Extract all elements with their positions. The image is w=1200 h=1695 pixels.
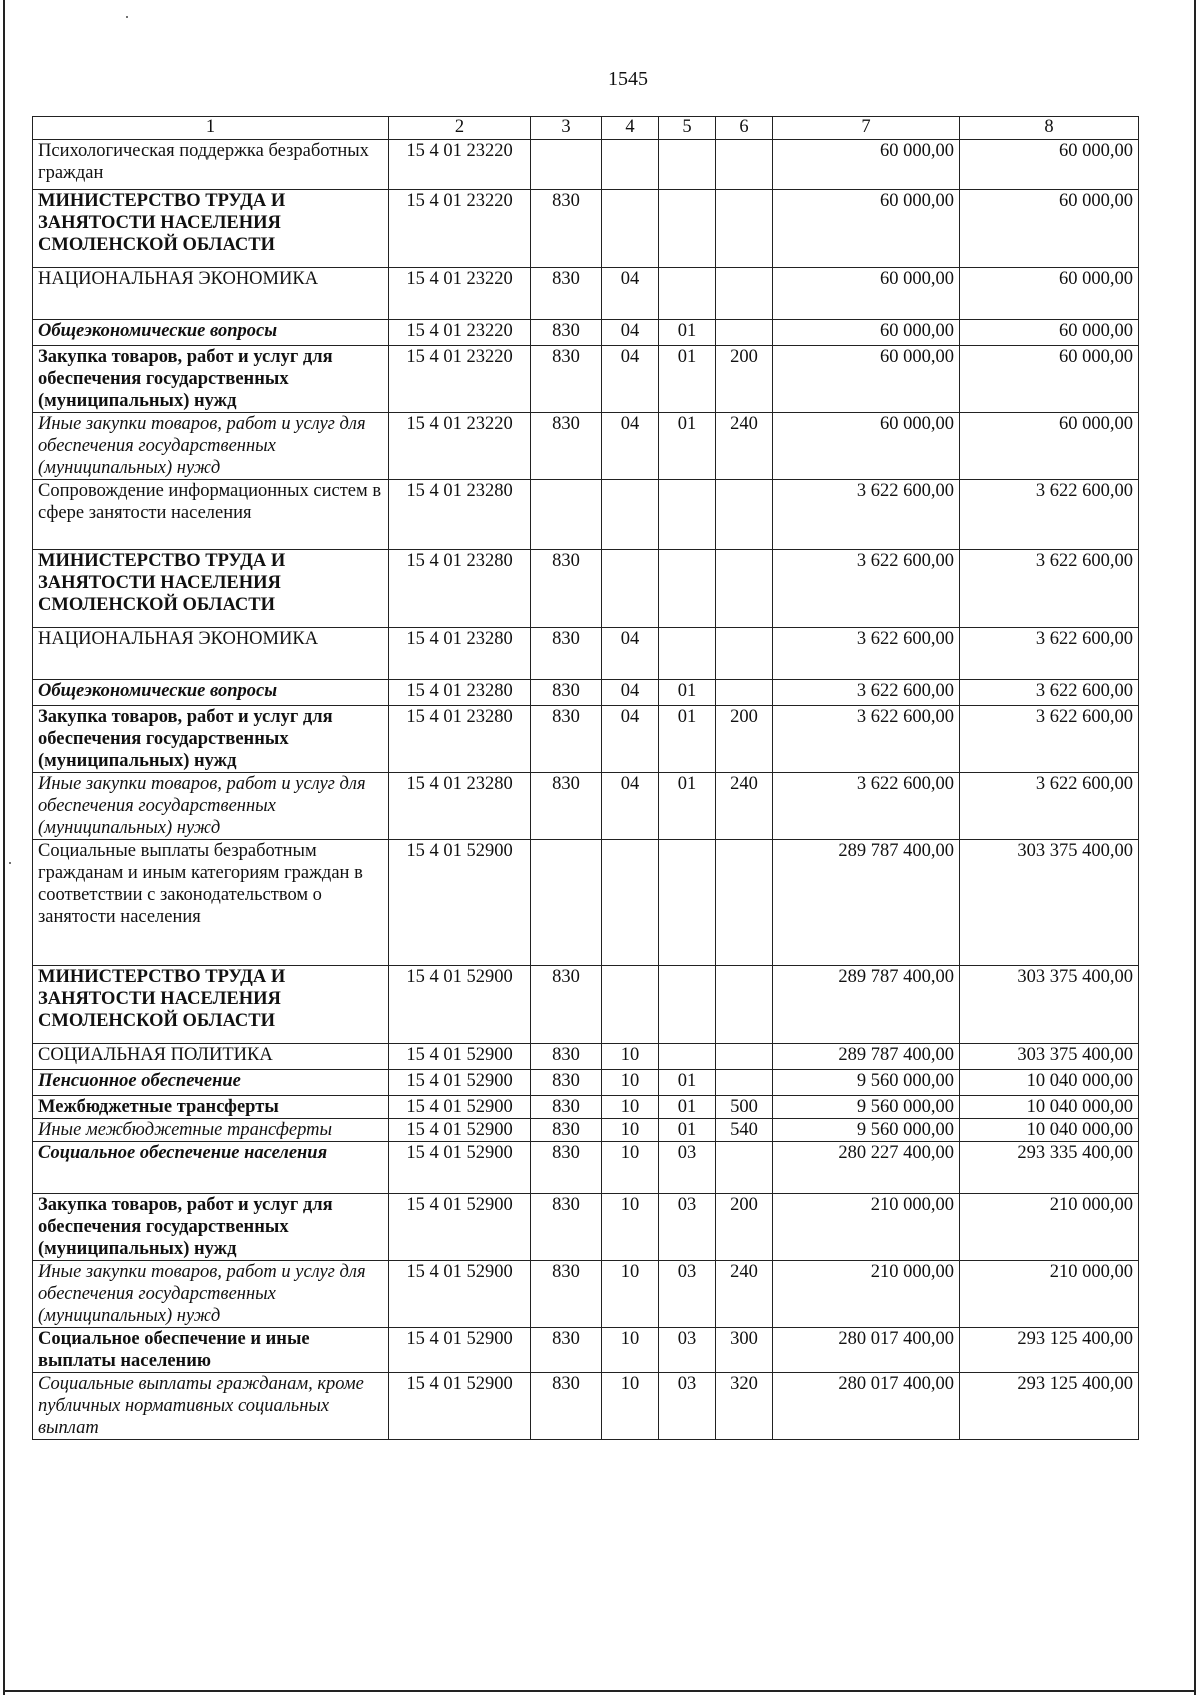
admin-code-cell: 830: [531, 1096, 602, 1119]
page-frame-right: [1194, 0, 1196, 1695]
subsection-code-cell: 01: [659, 346, 716, 413]
row-name-cell: Закупка товаров, работ и услуг для обеспечения государственных (муниципальных) нужд: [33, 706, 389, 773]
section-code-cell: 04: [602, 346, 659, 413]
amount-year-1-cell: 289 787 400,00: [773, 840, 960, 966]
column-header: 4: [602, 117, 659, 140]
column-header: 1: [33, 117, 389, 140]
expense-type-cell: [716, 840, 773, 966]
expense-type-cell: 500: [716, 1096, 773, 1119]
table-row: [33, 628, 1139, 680]
admin-code-cell: 830: [531, 1119, 602, 1142]
subsection-code-cell: 03: [659, 1373, 716, 1440]
row-name-cell: Иные закупки товаров, работ и услуг для обеспечения государственных (муниципальных) нужд: [33, 773, 389, 840]
section-code-cell: 10: [602, 1070, 659, 1096]
table-row: [33, 1373, 1139, 1440]
row-name-cell: Сопровождение информационных систем в сфере занятости населения: [33, 480, 389, 550]
amount-year-1-cell: 60 000,00: [773, 190, 960, 268]
target-code-cell: 15 4 01 23280: [389, 628, 531, 680]
admin-code-cell: 830: [531, 680, 602, 706]
expense-type-cell: 320: [716, 1373, 773, 1440]
row-name-cell: Иные закупки товаров, работ и услуг для обеспечения государственных (муниципальных) нужд: [33, 1261, 389, 1328]
admin-code-cell: 830: [531, 966, 602, 1044]
section-code-cell: 10: [602, 1096, 659, 1119]
amount-year-2-cell: 3 622 600,00: [960, 773, 1139, 840]
section-code-cell: 04: [602, 268, 659, 320]
amount-year-1-cell: 60 000,00: [773, 268, 960, 320]
amount-year-2-cell: 60 000,00: [960, 190, 1139, 268]
amount-year-2-cell: 3 622 600,00: [960, 706, 1139, 773]
target-code-cell: 15 4 01 52900: [389, 1373, 531, 1440]
amount-year-2-cell: 210 000,00: [960, 1261, 1139, 1328]
table-row: [33, 346, 1139, 413]
amount-year-2-cell: 3 622 600,00: [960, 628, 1139, 680]
admin-code-cell: 830: [531, 628, 602, 680]
target-code-cell: 15 4 01 23220: [389, 190, 531, 268]
section-code-cell: [602, 840, 659, 966]
expense-type-cell: [716, 550, 773, 628]
expense-type-cell: [716, 190, 773, 268]
table-row: [33, 1261, 1139, 1328]
target-code-cell: 15 4 01 52900: [389, 1070, 531, 1096]
table-row: [33, 1142, 1139, 1194]
section-code-cell: [602, 966, 659, 1044]
row-name-cell: Общеэкономические вопросы: [33, 320, 389, 346]
amount-year-1-cell: 3 622 600,00: [773, 628, 960, 680]
subsection-code-cell: [659, 1044, 716, 1070]
admin-code-cell: [531, 840, 602, 966]
amount-year-1-cell: 289 787 400,00: [773, 1044, 960, 1070]
subsection-code-cell: [659, 140, 716, 190]
section-code-cell: [602, 190, 659, 268]
amount-year-1-cell: 9 560 000,00: [773, 1096, 960, 1119]
amount-year-1-cell: 280 017 400,00: [773, 1328, 960, 1373]
amount-year-2-cell: 60 000,00: [960, 140, 1139, 190]
subsection-code-cell: [659, 840, 716, 966]
target-code-cell: 15 4 01 23280: [389, 680, 531, 706]
admin-code-cell: 830: [531, 1194, 602, 1261]
target-code-cell: 15 4 01 23220: [389, 346, 531, 413]
amount-year-1-cell: 9 560 000,00: [773, 1119, 960, 1142]
row-name-cell: Закупка товаров, работ и услуг для обеспечения государственных (муниципальных) нужд: [33, 1194, 389, 1261]
column-header: 7: [773, 117, 960, 140]
target-code-cell: 15 4 01 52900: [389, 1096, 531, 1119]
row-name-cell: НАЦИОНАЛЬНАЯ ЭКОНОМИКА: [33, 268, 389, 320]
expense-type-cell: [716, 268, 773, 320]
target-code-cell: 15 4 01 23220: [389, 320, 531, 346]
section-code-cell: 10: [602, 1328, 659, 1373]
table-row: [33, 1096, 1139, 1119]
expense-type-cell: [716, 966, 773, 1044]
amount-year-2-cell: 10 040 000,00: [960, 1070, 1139, 1096]
row-name-cell: Социальные выплаты гражданам, кроме публичных нормативных социальных выплат: [33, 1373, 389, 1440]
table-row: [33, 773, 1139, 840]
subsection-code-cell: 01: [659, 413, 716, 480]
amount-year-2-cell: 60 000,00: [960, 346, 1139, 413]
amount-year-1-cell: 3 622 600,00: [773, 706, 960, 773]
row-name-cell: НАЦИОНАЛЬНАЯ ЭКОНОМИКА: [33, 628, 389, 680]
admin-code-cell: 830: [531, 550, 602, 628]
row-name-cell: Социальное обеспечение населения: [33, 1142, 389, 1194]
expense-type-cell: [716, 628, 773, 680]
row-name-cell: Иные межбюджетные трансферты: [33, 1119, 389, 1142]
subsection-code-cell: [659, 268, 716, 320]
section-code-cell: [602, 140, 659, 190]
target-code-cell: 15 4 01 52900: [389, 1194, 531, 1261]
expense-type-cell: [716, 680, 773, 706]
subsection-code-cell: 01: [659, 773, 716, 840]
admin-code-cell: 830: [531, 1328, 602, 1373]
table-row: [33, 413, 1139, 480]
amount-year-1-cell: 60 000,00: [773, 140, 960, 190]
column-header: 2: [389, 117, 531, 140]
table-row: [33, 1194, 1139, 1261]
section-code-cell: 04: [602, 628, 659, 680]
amount-year-1-cell: 210 000,00: [773, 1194, 960, 1261]
admin-code-cell: 830: [531, 320, 602, 346]
subsection-code-cell: [659, 190, 716, 268]
expense-type-cell: 240: [716, 773, 773, 840]
target-code-cell: 15 4 01 23220: [389, 140, 531, 190]
amount-year-2-cell: 293 335 400,00: [960, 1142, 1139, 1194]
row-name-cell: Пенсионное обеспечение: [33, 1070, 389, 1096]
amount-year-2-cell: 3 622 600,00: [960, 480, 1139, 550]
table-header-row: [33, 117, 1139, 140]
admin-code-cell: 830: [531, 1373, 602, 1440]
admin-code-cell: 830: [531, 773, 602, 840]
amount-year-1-cell: 60 000,00: [773, 320, 960, 346]
section-code-cell: 10: [602, 1119, 659, 1142]
row-name-cell: Социальные выплаты безработным гражданам и иным категориям граждан в соответствии с законодательством о занятости населения: [33, 840, 389, 966]
scan-speck: [9, 862, 11, 864]
amount-year-2-cell: 303 375 400,00: [960, 1044, 1139, 1070]
table-row: [33, 550, 1139, 628]
table-row: [33, 480, 1139, 550]
amount-year-2-cell: 303 375 400,00: [960, 966, 1139, 1044]
amount-year-1-cell: 3 622 600,00: [773, 773, 960, 840]
row-name-cell: Закупка товаров, работ и услуг для обеспечения государственных (муниципальных) нужд: [33, 346, 389, 413]
subsection-code-cell: 03: [659, 1142, 716, 1194]
page-frame-left: [3, 0, 5, 1695]
target-code-cell: 15 4 01 23280: [389, 550, 531, 628]
amount-year-1-cell: 60 000,00: [773, 413, 960, 480]
amount-year-2-cell: 60 000,00: [960, 413, 1139, 480]
amount-year-1-cell: 289 787 400,00: [773, 966, 960, 1044]
section-code-cell: 04: [602, 413, 659, 480]
target-code-cell: 15 4 01 52900: [389, 1044, 531, 1070]
expense-type-cell: [716, 1142, 773, 1194]
column-header: 8: [960, 117, 1139, 140]
expense-type-cell: 200: [716, 1194, 773, 1261]
table-row: [33, 966, 1139, 1044]
section-code-cell: 10: [602, 1194, 659, 1261]
section-code-cell: [602, 480, 659, 550]
row-name-cell: Общеэкономические вопросы: [33, 680, 389, 706]
expense-type-cell: 240: [716, 413, 773, 480]
amount-year-1-cell: 3 622 600,00: [773, 550, 960, 628]
amount-year-1-cell: 3 622 600,00: [773, 680, 960, 706]
row-name-cell: Иные закупки товаров, работ и услуг для обеспечения государственных (муниципальных) нужд: [33, 413, 389, 480]
admin-code-cell: 830: [531, 413, 602, 480]
subsection-code-cell: 01: [659, 1096, 716, 1119]
table-row: [33, 190, 1139, 268]
subsection-code-cell: [659, 480, 716, 550]
row-name-cell: Психологическая поддержка безработных граждан: [33, 140, 389, 190]
target-code-cell: 15 4 01 23280: [389, 773, 531, 840]
scan-speck: [126, 16, 128, 18]
amount-year-1-cell: 280 227 400,00: [773, 1142, 960, 1194]
section-code-cell: 04: [602, 320, 659, 346]
amount-year-2-cell: 60 000,00: [960, 268, 1139, 320]
section-code-cell: 10: [602, 1261, 659, 1328]
subsection-code-cell: 01: [659, 1070, 716, 1096]
admin-code-cell: [531, 480, 602, 550]
row-name-cell: МИНИСТЕРСТВО ТРУДА И ЗАНЯТОСТИ НАСЕЛЕНИЯ СМОЛЕНСКОЙ ОБЛАСТИ: [33, 550, 389, 628]
admin-code-cell: 830: [531, 1142, 602, 1194]
row-name-cell: Социальное обеспечение и иные выплаты населению: [33, 1328, 389, 1373]
amount-year-1-cell: 60 000,00: [773, 346, 960, 413]
amount-year-2-cell: 210 000,00: [960, 1194, 1139, 1261]
table-row: [33, 320, 1139, 346]
amount-year-2-cell: 3 622 600,00: [960, 550, 1139, 628]
admin-code-cell: 830: [531, 268, 602, 320]
target-code-cell: 15 4 01 52900: [389, 1142, 531, 1194]
subsection-code-cell: 01: [659, 706, 716, 773]
subsection-code-cell: 01: [659, 320, 716, 346]
table-row: [33, 1044, 1139, 1070]
subsection-code-cell: 03: [659, 1328, 716, 1373]
amount-year-2-cell: 293 125 400,00: [960, 1328, 1139, 1373]
table-row: [33, 268, 1139, 320]
target-code-cell: 15 4 01 52900: [389, 1328, 531, 1373]
table-row: [33, 840, 1139, 966]
admin-code-cell: [531, 140, 602, 190]
section-code-cell: 10: [602, 1044, 659, 1070]
expense-type-cell: 240: [716, 1261, 773, 1328]
amount-year-2-cell: 293 125 400,00: [960, 1373, 1139, 1440]
admin-code-cell: 830: [531, 1044, 602, 1070]
table-row: [33, 706, 1139, 773]
amount-year-1-cell: 280 017 400,00: [773, 1373, 960, 1440]
amount-year-1-cell: 9 560 000,00: [773, 1070, 960, 1096]
subsection-code-cell: 03: [659, 1194, 716, 1261]
table-row: [33, 1070, 1139, 1096]
page-frame-bottom: [3, 1690, 1196, 1692]
target-code-cell: 15 4 01 52900: [389, 966, 531, 1044]
subsection-code-cell: [659, 966, 716, 1044]
section-code-cell: 04: [602, 773, 659, 840]
admin-code-cell: 830: [531, 1261, 602, 1328]
section-code-cell: 04: [602, 706, 659, 773]
column-header: 5: [659, 117, 716, 140]
row-name-cell: МИНИСТЕРСТВО ТРУДА И ЗАНЯТОСТИ НАСЕЛЕНИЯ СМОЛЕНСКОЙ ОБЛАСТИ: [33, 190, 389, 268]
subsection-code-cell: 01: [659, 680, 716, 706]
target-code-cell: 15 4 01 23280: [389, 706, 531, 773]
expense-type-cell: [716, 480, 773, 550]
amount-year-1-cell: 3 622 600,00: [773, 480, 960, 550]
table-row: [33, 680, 1139, 706]
table-row: [33, 140, 1139, 190]
expense-type-cell: 200: [716, 346, 773, 413]
admin-code-cell: 830: [531, 1070, 602, 1096]
amount-year-2-cell: 10 040 000,00: [960, 1096, 1139, 1119]
expense-type-cell: 200: [716, 706, 773, 773]
budget-table: [32, 116, 1139, 1440]
amount-year-2-cell: 60 000,00: [960, 320, 1139, 346]
row-name-cell: МИНИСТЕРСТВО ТРУДА И ЗАНЯТОСТИ НАСЕЛЕНИЯ СМОЛЕНСКОЙ ОБЛАСТИ: [33, 966, 389, 1044]
admin-code-cell: 830: [531, 346, 602, 413]
expense-type-cell: 540: [716, 1119, 773, 1142]
amount-year-2-cell: 303 375 400,00: [960, 840, 1139, 966]
expense-type-cell: [716, 1070, 773, 1096]
section-code-cell: 04: [602, 680, 659, 706]
section-code-cell: 10: [602, 1142, 659, 1194]
expense-type-cell: [716, 320, 773, 346]
subsection-code-cell: 03: [659, 1261, 716, 1328]
target-code-cell: 15 4 01 52900: [389, 840, 531, 966]
amount-year-2-cell: 10 040 000,00: [960, 1119, 1139, 1142]
target-code-cell: 15 4 01 52900: [389, 1119, 531, 1142]
column-header: 3: [531, 117, 602, 140]
target-code-cell: 15 4 01 52900: [389, 1261, 531, 1328]
table-body: [33, 140, 1139, 1440]
admin-code-cell: 830: [531, 190, 602, 268]
target-code-cell: 15 4 01 23280: [389, 480, 531, 550]
row-name-cell: Межбюджетные трансферты: [33, 1096, 389, 1119]
amount-year-1-cell: 210 000,00: [773, 1261, 960, 1328]
section-code-cell: 10: [602, 1373, 659, 1440]
subsection-code-cell: [659, 550, 716, 628]
column-header: 6: [716, 117, 773, 140]
expense-type-cell: 300: [716, 1328, 773, 1373]
target-code-cell: 15 4 01 23220: [389, 413, 531, 480]
amount-year-2-cell: 3 622 600,00: [960, 680, 1139, 706]
page-number: 1545: [608, 68, 648, 90]
expense-type-cell: [716, 1044, 773, 1070]
section-code-cell: [602, 550, 659, 628]
row-name-cell: СОЦИАЛЬНАЯ ПОЛИТИКА: [33, 1044, 389, 1070]
subsection-code-cell: 01: [659, 1119, 716, 1142]
table-row: [33, 1328, 1139, 1373]
target-code-cell: 15 4 01 23220: [389, 268, 531, 320]
subsection-code-cell: [659, 628, 716, 680]
admin-code-cell: 830: [531, 706, 602, 773]
table-row: [33, 1119, 1139, 1142]
expense-type-cell: [716, 140, 773, 190]
